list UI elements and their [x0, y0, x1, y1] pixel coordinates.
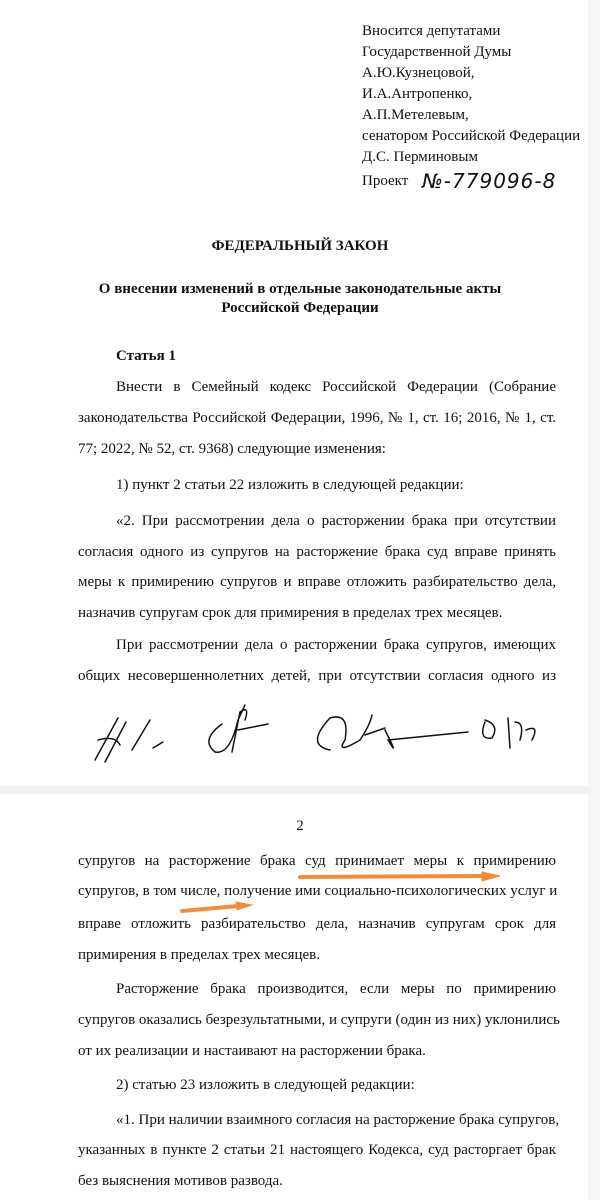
submitted-by-line: Д.С. Перминовым [362, 149, 478, 165]
text-line: «2. При рассмотрении дела о расторжении брака при отсутствии [116, 513, 556, 529]
text-line: меры к примирению супругов и вправе отложить разбирательство дела, [78, 574, 556, 590]
signature-1 [95, 718, 163, 762]
signature-2 [209, 705, 268, 752]
page-break [0, 786, 600, 794]
arrow-1 [300, 876, 484, 877]
law-title: ФЕДЕРАЛЬНЫЙ ЗАКОН [211, 238, 389, 254]
text-line: от их реализации и настаивают на расторжении брака. [78, 1043, 426, 1059]
text-line: вправе отложить разбирательство дела, назначив супругам срок для [78, 916, 556, 932]
text-line: супругов оказались безрезультатными, и супруги (один из них) уклонились [78, 1012, 560, 1028]
text-line: 2) статью 23 изложить в следующей редакции: [116, 1077, 415, 1093]
submitted-by-line: А.Ю.Кузнецовой, [362, 65, 475, 81]
text-line: супругов на расторжение брака суд принимает меры к примирению [78, 853, 556, 869]
handwritten-project-number: №-779096-8 [422, 169, 557, 193]
submitted-by-line: И.А.Антропенко, [362, 86, 473, 102]
document-page-2 [0, 794, 588, 1200]
arrow-2 [182, 906, 238, 911]
arrow-2-head [236, 902, 252, 910]
text-line: При рассмотрении дела о расторжении брака супругов, имеющих [116, 637, 556, 653]
signature-3 [318, 715, 469, 750]
signature-4 [483, 718, 535, 748]
text-line: Расторжение брака производится, если меры по примирению [116, 981, 556, 997]
text-line: 77; 2022, № 52, ст. 9368) следующие изменения: [78, 441, 386, 457]
text-line: общих несовершеннолетних детей, при отсутствии согласия одного из [78, 668, 556, 684]
page-number: 2 [296, 818, 304, 834]
article-heading: Статья 1 [116, 348, 176, 364]
text-line: без выяснения мотивов развода. [78, 1173, 283, 1189]
text-line: назначив супругам срок для примирения в пределах трех месяцев. [78, 605, 503, 621]
text-line: 1) пункт 2 статьи 22 изложить в следующей редакции: [116, 477, 464, 493]
text-line: законодательства Российской Федерации, 1996, № 1, ст. 16; 2016, № 1, ст. [78, 410, 556, 426]
arrow-1-head [482, 872, 500, 881]
text-line: примирения в пределах трех месяцев. [78, 947, 320, 963]
text-line: согласия одного из супругов на расторжение брака суд вправе принять [78, 544, 556, 560]
submitted-by-line: А.П.Метелевым, [362, 107, 469, 123]
submitted-by-line: Вносится депутатами [362, 23, 501, 39]
law-subtitle: Российской Федерации [221, 300, 379, 316]
law-subtitle: О внесении изменений в отдельные законодательные акты [98, 281, 502, 297]
right-margin [588, 0, 600, 1200]
project-label: Проект [362, 173, 409, 189]
text-line: Внести в Семейный кодекс Российской Федерации (Собрание [116, 379, 556, 395]
submitted-by-line: сенатором Российской Федерации [362, 128, 581, 144]
submitted-by-line: Государственной Думы [362, 44, 512, 60]
text-line: супругов, в том числе, получение ими социально-психологических услуг и [78, 883, 558, 899]
text-line: «1. При наличии взаимного согласия на расторжение брака супругов, [116, 1112, 560, 1128]
text-line: указанных в пункте 2 статьи 21 настоящего Кодекса, суд расторгает брак [78, 1142, 556, 1158]
annotation-arrows [0, 794, 600, 1200]
